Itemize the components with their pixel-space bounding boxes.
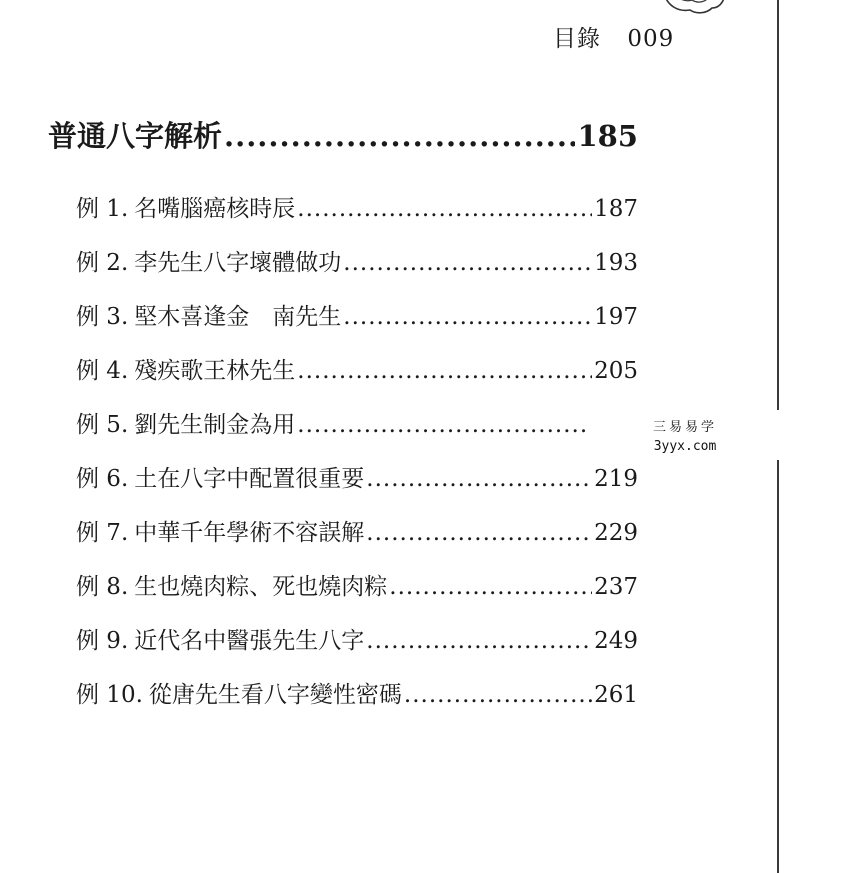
dot-leader xyxy=(389,574,592,600)
toc-entry[interactable] xyxy=(76,676,638,730)
entry-page: 219 xyxy=(594,466,638,492)
dot-leader xyxy=(343,250,592,276)
entry-number: 例 10. xyxy=(76,682,143,708)
section-title: 普通八字解析 xyxy=(48,119,223,153)
dot-leader xyxy=(297,412,602,438)
watermark-box xyxy=(590,410,780,460)
entry-page: 205 xyxy=(594,358,638,384)
toc-entry-list xyxy=(76,190,638,730)
dot-leader xyxy=(224,119,575,153)
header-title: 目錄 xyxy=(553,26,601,52)
entry-page: 249 xyxy=(594,628,638,654)
toc-entry[interactable] xyxy=(76,298,638,352)
toc-entry[interactable] xyxy=(76,244,638,298)
dot-leader xyxy=(297,358,592,384)
entry-title: 堅木喜逢金 南先生 xyxy=(134,304,342,330)
toc-entry[interactable] xyxy=(76,406,638,460)
entry-page: 197 xyxy=(594,304,638,330)
entry-title: 近代名中醫張先生八字 xyxy=(134,628,365,654)
entry-title: 土在八字中配置很重要 xyxy=(134,466,365,492)
watermark-domain: 3yyx.com xyxy=(653,439,717,454)
header-page-number: 009 xyxy=(627,26,675,52)
entry-number: 例 7. xyxy=(76,520,129,546)
entry-number: 例 4. xyxy=(76,358,129,384)
toc-entry[interactable] xyxy=(76,352,638,406)
dot-leader xyxy=(366,628,592,654)
dot-leader xyxy=(343,304,592,330)
toc-section-heading[interactable] xyxy=(48,114,638,155)
entry-number: 例 2. xyxy=(76,250,129,276)
entry-title: 劉先生制金為用 xyxy=(134,412,296,438)
entry-number: 例 9. xyxy=(76,628,129,654)
running-header xyxy=(553,20,674,53)
entry-page: 261 xyxy=(594,682,638,708)
entry-page: 193 xyxy=(594,250,638,276)
toc-entry[interactable] xyxy=(76,622,638,676)
entry-number: 例 6. xyxy=(76,466,129,492)
watermark-site-name: 三易易学 xyxy=(652,420,717,435)
dot-leader xyxy=(366,466,592,492)
entry-title: 從唐先生看八字變性密碼 xyxy=(148,682,402,708)
entry-page: 237 xyxy=(594,574,638,600)
entry-number: 例 3. xyxy=(76,304,129,330)
entry-number: 例 1. xyxy=(76,196,129,222)
section-page: 185 xyxy=(577,119,638,153)
toc-entry[interactable] xyxy=(76,190,638,244)
dot-leader xyxy=(366,520,592,546)
toc-entry[interactable] xyxy=(76,460,638,514)
toc-entry[interactable] xyxy=(76,568,638,622)
entry-title: 李先生八字壞體做功 xyxy=(134,250,342,276)
dot-leader xyxy=(297,196,592,222)
entry-title: 名嘴腦癌核時辰 xyxy=(134,196,296,222)
entry-title: 中華千年學術不容誤解 xyxy=(134,520,365,546)
toc-entry[interactable] xyxy=(76,514,638,568)
entry-title: 生也燒肉粽、死也燒肉粽 xyxy=(134,574,388,600)
entry-page: 187 xyxy=(594,196,638,222)
entry-number: 例 8. xyxy=(76,574,129,600)
entry-title: 殘疾歌王林先生 xyxy=(134,358,296,384)
dot-leader xyxy=(404,682,592,708)
cloud-ornament-icon xyxy=(660,0,728,18)
entry-page: 229 xyxy=(594,520,638,546)
entry-number: 例 5. xyxy=(76,412,129,438)
